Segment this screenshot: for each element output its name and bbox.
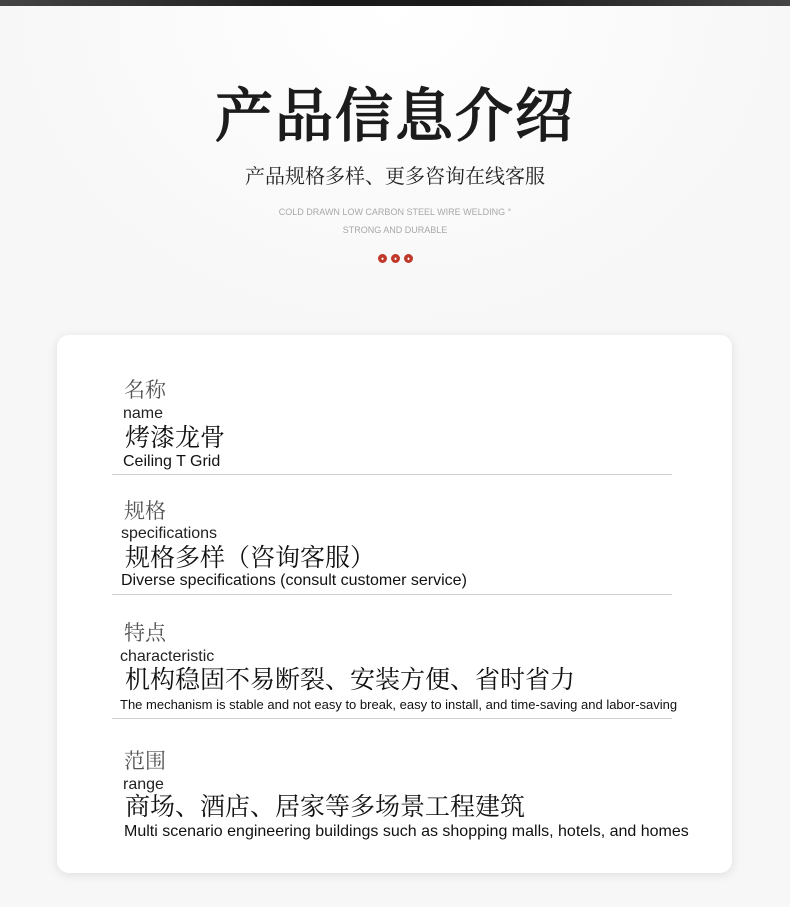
dot-icon [391, 254, 400, 263]
page-subtitle: 产品规格多样、更多咨询在线客服 [245, 164, 545, 188]
english-tagline-1: COLD DRAWN LOW CARBON STEEL WIRE WELDING ° [278, 207, 512, 217]
spec-label-cn: 范围 [124, 749, 166, 773]
spec-label-cn: 名称 [124, 378, 166, 402]
spec-value-en: Ceiling T Grid [123, 453, 221, 470]
spec-label-en: characteristic [120, 648, 215, 665]
decorative-dots [0, 254, 790, 263]
spec-label-cn: 特点 [124, 621, 166, 645]
spec-value-cn: 机构稳固不易断裂、安装方便、省时省力 [125, 665, 576, 694]
dot-icon [404, 254, 413, 263]
spec-label-cn: 规格 [124, 499, 166, 523]
divider [112, 594, 672, 595]
product-info-card [57, 335, 732, 873]
spec-value-cn: 规格多样（咨询客服） [125, 543, 376, 572]
spec-value-en: Multi scenario engineering buildings such as shopping malls, hotels, and homes [124, 823, 689, 840]
divider [112, 474, 672, 475]
spec-value-cn: 烤漆龙骨 [125, 423, 226, 452]
spec-label-en: name [123, 405, 164, 422]
page-title: 产品信息介绍 [214, 82, 575, 150]
spec-label-en: specifications [121, 525, 218, 542]
spec-value-cn: 商场、酒店、居家等多场景工程建筑 [125, 792, 526, 821]
dot-icon [378, 254, 387, 263]
english-tagline-2: STRONG AND DURABLE [342, 225, 448, 235]
spec-label-en: range [123, 776, 164, 793]
divider [112, 718, 672, 719]
spec-value-en: Diverse specifications (consult customer service) [121, 572, 467, 589]
spec-value-en: The mechanism is stable and not easy to break, easy to install, and time-saving and labor-saving [120, 697, 678, 712]
